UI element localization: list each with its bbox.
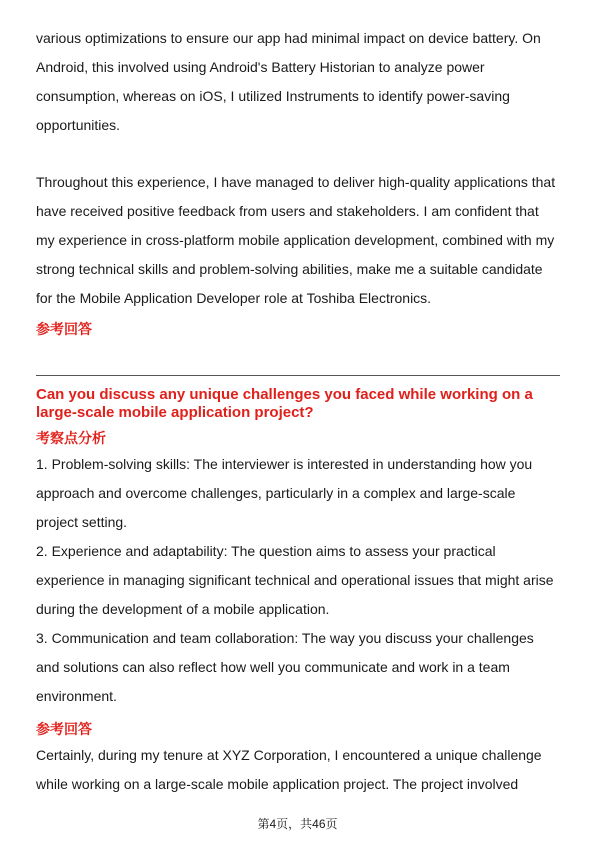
analysis-point-2: 2. Experience and adaptability: The question aims to assess your practical experience in managing significant technical and operational issues that might arise during the development of a mobile application. [36, 543, 554, 617]
page-footer: 第4页，共46页 [257, 817, 338, 831]
document-page [36, 24, 560, 799]
analysis-point-1: 1. Problem-solving skills: The interviewer is interested in understanding how you approach and overcome challenges, particularly in a complex and large-scale project setting. [36, 456, 533, 530]
question-heading: Can you discuss any unique challenges you faced while working on a large-scale mobile application project? [36, 386, 533, 421]
analysis-label: 考察点分析 [36, 430, 106, 446]
paragraph-gap [36, 140, 560, 168]
section-gap [36, 339, 560, 375]
intro-paragraph-2: Throughout this experience, I have managed to deliver high-quality applications that have received positive feedback from users and stakeholders. I am confident that my experience in cross-platform mobile application development, combined with my strong technical skills and problem-solving abilities, make me a suitable candidate for the Mobile Application Developer role at Toshiba Electronics. [36, 174, 556, 306]
section-divider [36, 375, 560, 376]
reference-answer-label: 参考回答 [36, 321, 92, 337]
analysis-point-3: 3. Communication and team collaboration: The way you discuss your challenges and solutions can also reflect how well you communicate and work in a team environment. [36, 630, 534, 704]
intro-paragraph-1: various optimizations to ensure our app had minimal impact on device battery. On Android, this involved using Android's Battery Historian to analyze power consumption, whereas on iOS, I utilized Instruments to identify power-saving opportunities. [36, 30, 541, 133]
reference-answer-label-2: 参考回答 [36, 721, 92, 737]
answer-paragraph: Certainly, during my tenure at XYZ Corporation, I encountered a unique challenge while working on a large-scale mobile application project. The project involved [36, 747, 542, 792]
